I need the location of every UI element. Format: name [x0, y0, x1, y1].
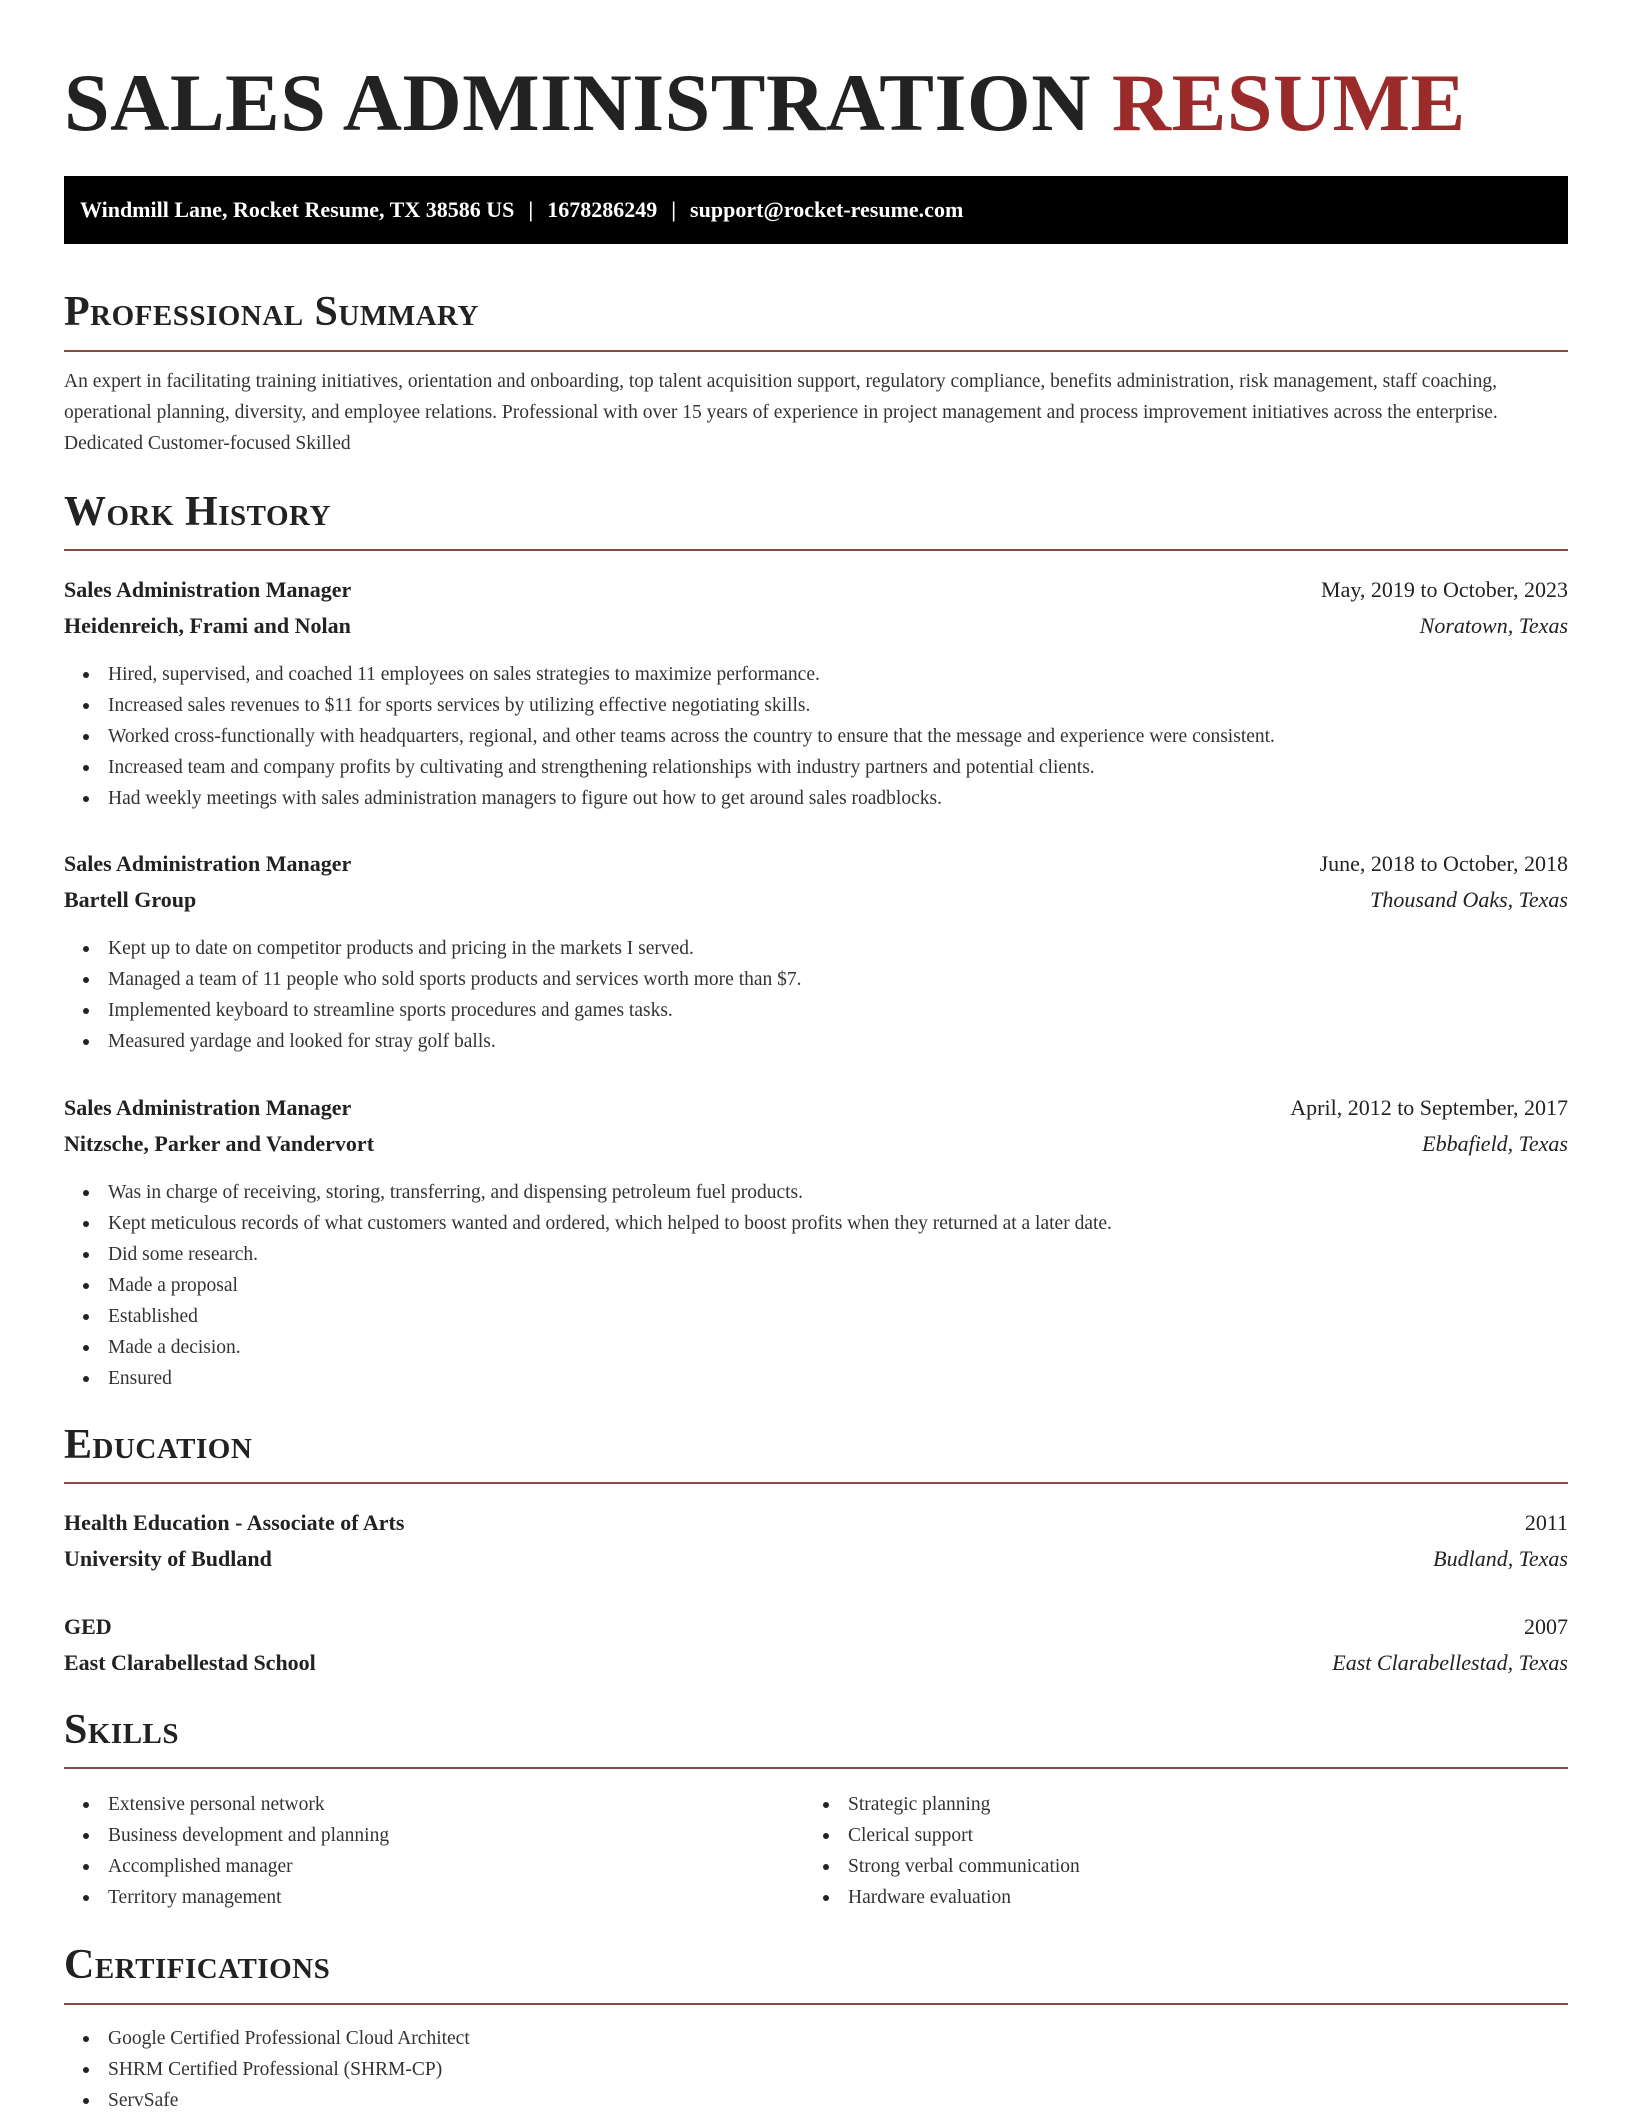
skill-item: Strategic planning	[804, 1789, 1568, 1820]
job-bullets	[64, 1177, 1112, 1394]
job-subheader	[64, 1126, 1568, 1162]
skill-item: Clerical support	[804, 1820, 1568, 1851]
job-subheader	[64, 608, 1568, 644]
job-dates: May, 2019 to October, 2023	[1321, 577, 1568, 602]
job-bullets	[64, 933, 802, 1057]
job-location: Thousand Oaks, Texas	[1370, 887, 1568, 912]
title-main: SALES ADMINISTRATION	[64, 57, 1091, 148]
education-location: Budland, Texas	[1433, 1546, 1568, 1571]
certification-item: ServSafe	[64, 2085, 470, 2116]
list-item: Hired, supervised, and coached 11 employees on sales strategies to maximize performance.	[64, 659, 1275, 690]
job-dates: June, 2018 to October, 2018	[1319, 851, 1568, 876]
job-bullets	[64, 659, 1275, 814]
section-divider	[64, 549, 1568, 551]
skill-item: Territory management	[64, 1882, 804, 1913]
section-divider	[64, 350, 1568, 352]
education-year: 2011	[1524, 1510, 1568, 1535]
contact-separator: |	[671, 197, 677, 222]
contact-phone: 1678286249	[547, 197, 658, 222]
job-position: Sales Administration Manager	[64, 851, 352, 876]
summary-text: An expert in facilitating training initiatives, orientation and onboarding, top talent acquisition support, regulatory compliance, benefits administration, risk management, staff coaching, operational planning, diversity, and employee relations. Professional with over 15 years of experience in project management and process improvement initiatives across the enterprise. Dedicated Customer-focused Skilled	[64, 371, 1498, 454]
skill-item: Business development and planning	[64, 1820, 804, 1851]
skill-item: Strong verbal communication	[804, 1851, 1568, 1882]
job-location: Ebbafield, Texas	[1422, 1131, 1568, 1156]
list-item: Had weekly meetings with sales administration managers to figure out how to get around sales roadblocks.	[64, 783, 1275, 814]
section-title-work: Work History	[64, 489, 331, 535]
education-subheader	[64, 1645, 1568, 1681]
skill-item: Extensive personal network	[64, 1789, 804, 1820]
job-company: Bartell Group	[64, 887, 197, 912]
education-year: 2007	[1524, 1614, 1568, 1639]
job-company: Nitzsche, Parker and Vandervort	[64, 1131, 375, 1156]
list-item: Was in charge of receiving, storing, transferring, and dispensing petroleum fuel products.	[64, 1177, 1112, 1208]
job-position: Sales Administration Manager	[64, 1095, 352, 1120]
section-title-education: Education	[64, 1422, 253, 1468]
job-dates: April, 2012 to September, 2017	[1290, 1095, 1568, 1120]
section-divider	[64, 1482, 1568, 1484]
list-item: Made a decision.	[64, 1332, 1112, 1363]
contact-email: support@rocket-resume.com	[690, 197, 964, 222]
education-school: East Clarabellestad School	[64, 1650, 316, 1675]
title-accent: RESUME	[1111, 57, 1466, 148]
job-company: Heidenreich, Frami and Nolan	[64, 613, 351, 638]
list-item: Did some research.	[64, 1239, 1112, 1270]
skills-list-left	[64, 1789, 804, 1913]
job-subheader	[64, 882, 1568, 918]
list-item: Managed a team of 11 people who sold sports products and services worth more than $7.	[64, 964, 802, 995]
skill-item: Hardware evaluation	[804, 1882, 1568, 1913]
certification-item: Google Certified Professional Cloud Architect	[64, 2023, 470, 2054]
list-item: Established	[64, 1301, 1112, 1332]
education-subheader	[64, 1541, 1568, 1577]
section-title-summary: Professional Summary	[64, 289, 479, 335]
job-header	[64, 846, 1568, 882]
education-school: University of Budland	[64, 1546, 272, 1571]
education-degree: GED	[64, 1614, 112, 1639]
list-item: Implemented keyboard to streamline sports procedures and games tasks.	[64, 995, 802, 1026]
section-title-skills: Skills	[64, 1707, 180, 1753]
education-header	[64, 1505, 1568, 1541]
section-divider	[64, 2003, 1568, 2005]
list-item: Ensured	[64, 1363, 1112, 1394]
job-header	[64, 1090, 1568, 1126]
list-item: Kept up to date on competitor products and pricing in the markets I served.	[64, 933, 802, 964]
contact-address: Windmill Lane, Rocket Resume, TX 38586 US	[80, 197, 515, 222]
list-item: Kept meticulous records of what customers wanted and ordered, which helped to boost profits when they returned at a later date.	[64, 1208, 1112, 1239]
certifications-list	[64, 2023, 470, 2116]
job-header	[64, 572, 1568, 608]
skill-item: Accomplished manager	[64, 1851, 804, 1882]
education-degree: Health Education - Associate of Arts	[64, 1510, 405, 1535]
list-item: Increased sales revenues to $11 for sports services by utilizing effective negotiating skills.	[64, 690, 1275, 721]
certification-item: SHRM Certified Professional (SHRM-CP)	[64, 2054, 470, 2085]
contact-separator: |	[528, 197, 534, 222]
list-item: Measured yardage and looked for stray golf balls.	[64, 1026, 802, 1057]
list-item: Increased team and company profits by cultivating and strengthening relationships with industry partners and potential clients.	[64, 752, 1275, 783]
job-position: Sales Administration Manager	[64, 577, 352, 602]
resume-title	[64, 56, 1466, 150]
list-item: Made a proposal	[64, 1270, 1112, 1301]
job-location: Noratown, Texas	[1419, 613, 1568, 638]
education-location: East Clarabellestad, Texas	[1332, 1650, 1568, 1675]
education-header	[64, 1609, 1568, 1645]
section-divider	[64, 1767, 1568, 1769]
section-title-certifications: Certifications	[64, 1942, 331, 1988]
contact-bar	[64, 176, 1568, 244]
skills-list-right	[804, 1789, 1568, 1913]
list-item: Worked cross-functionally with headquarters, regional, and other teams across the country to ensure that the message and experience were consistent.	[64, 721, 1275, 752]
